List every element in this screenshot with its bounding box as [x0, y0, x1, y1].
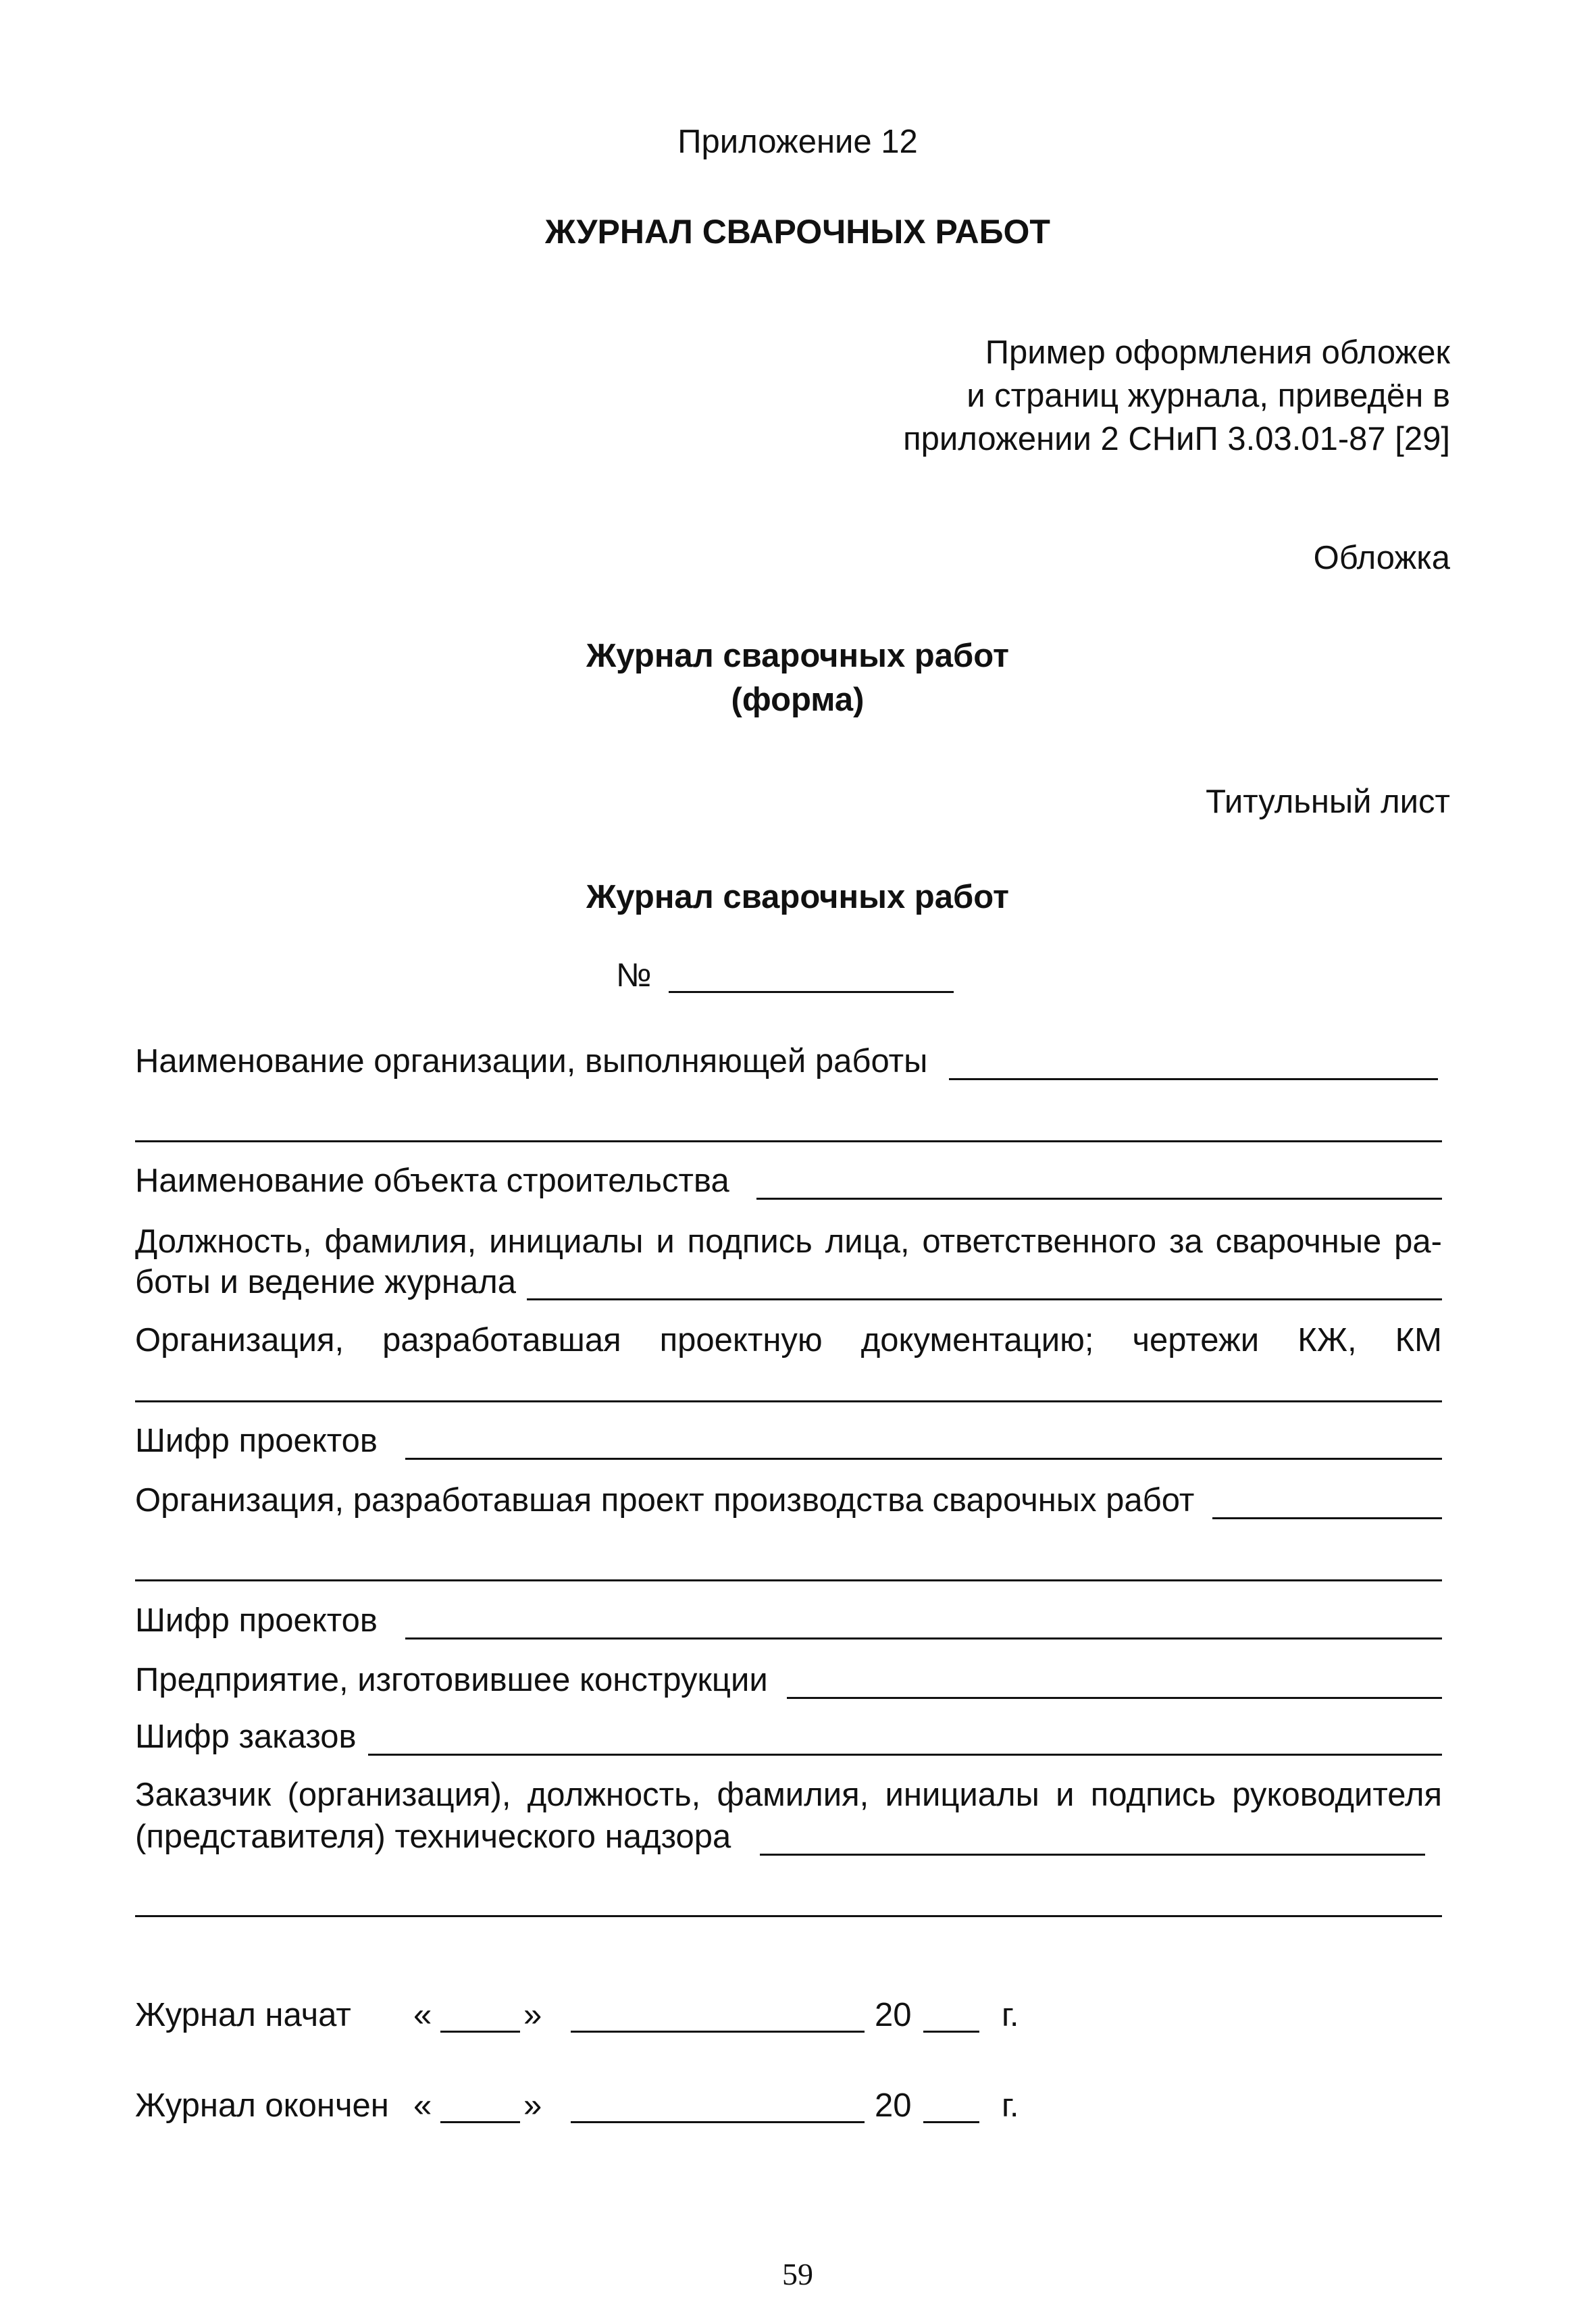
- ended-open-quote: «: [413, 2087, 432, 2124]
- page-number: 59: [782, 2257, 813, 2291]
- note-line-1: Пример оформления обложек: [985, 334, 1450, 371]
- ended-year-input-line[interactable]: [923, 2121, 979, 2123]
- ended-day-input-line[interactable]: [440, 2121, 520, 2123]
- welding-project-org-label: Организация, разработавшая проект производства сварочных работ: [135, 1482, 1195, 1519]
- journal-ended-label: Журнал окончен: [135, 2087, 389, 2124]
- order-code-label: Шифр заказов: [135, 1719, 357, 1755]
- design-org-label: Организация, разработавшая проектную документацию; чертежи КЖ, КМ: [135, 1322, 1442, 1358]
- customer-input-line[interactable]: [760, 1854, 1425, 1856]
- started-year-input-line[interactable]: [923, 2031, 979, 2033]
- responsible-label-line-1: Должность, фамилия, инициалы и подпись лица, ответственного за сварочные ра-: [135, 1223, 1442, 1260]
- manufacturer-label: Предприятие, изготовившее конструкции: [135, 1662, 768, 1698]
- object-name-label: Наименование объекта строительства: [135, 1163, 729, 1199]
- cover-subtitle: (форма): [731, 682, 865, 718]
- started-year-suffix: г.: [1002, 1997, 1019, 2033]
- number-label: №: [616, 957, 652, 994]
- started-month-input-line[interactable]: [571, 2031, 865, 2033]
- responsible-label-line-2: боты и ведение журнала: [135, 1264, 516, 1300]
- started-open-quote: «: [413, 1997, 432, 2033]
- appendix-label: Приложение 12: [677, 124, 918, 160]
- project-code-label-2: Шифр проектов: [135, 1602, 378, 1639]
- note-line-2: и страниц журнала, приведён в: [967, 378, 1450, 414]
- order-code-input-line[interactable]: [368, 1754, 1442, 1756]
- project-code-label-1: Шифр проектов: [135, 1423, 378, 1459]
- welding-project-org-input-line[interactable]: [1212, 1517, 1442, 1519]
- design-org-input-line[interactable]: [135, 1400, 1442, 1402]
- object-name-input-line[interactable]: [756, 1198, 1442, 1200]
- responsible-input-line[interactable]: [527, 1298, 1442, 1300]
- customer-label-line-2: (представителя) технического надзора: [135, 1819, 731, 1855]
- ended-close-quote: »: [523, 2087, 542, 2124]
- project-code-input-line-1[interactable]: [405, 1458, 1442, 1460]
- note-line-3: приложении 2 СНиП 3.03.01-87 [29]: [903, 421, 1450, 457]
- project-code-input-line-2[interactable]: [405, 1637, 1442, 1640]
- title-page-heading: Журнал сварочных работ: [586, 879, 1009, 915]
- ended-year-prefix: 20: [875, 2087, 912, 2124]
- org-performing-label: Наименование организации, выполняющей работы: [135, 1043, 928, 1079]
- org-performing-input-line-2[interactable]: [135, 1140, 1442, 1142]
- started-day-input-line[interactable]: [440, 2031, 520, 2033]
- customer-label-line-1: Заказчик (организация), должность, фамилия, инициалы и подпись руководителя: [135, 1777, 1442, 1813]
- welding-project-org-input-line-2[interactable]: [135, 1579, 1442, 1581]
- ended-year-suffix: г.: [1002, 2087, 1019, 2124]
- number-input-line[interactable]: [669, 991, 954, 993]
- cover-label: Обложка: [1313, 540, 1450, 576]
- cover-title: Журнал сварочных работ: [586, 638, 1009, 674]
- started-close-quote: »: [523, 1997, 542, 2033]
- customer-input-line-2[interactable]: [135, 1915, 1442, 1917]
- started-year-prefix: 20: [875, 1997, 912, 2033]
- journal-started-label: Журнал начат: [135, 1997, 351, 2033]
- ended-month-input-line[interactable]: [571, 2121, 865, 2123]
- manufacturer-input-line[interactable]: [787, 1697, 1442, 1699]
- title-page-label: Титульный лист: [1206, 784, 1450, 820]
- document-title: ЖУРНАЛ СВАРОЧНЫХ РАБОТ: [545, 213, 1050, 251]
- org-performing-input-line[interactable]: [949, 1078, 1438, 1080]
